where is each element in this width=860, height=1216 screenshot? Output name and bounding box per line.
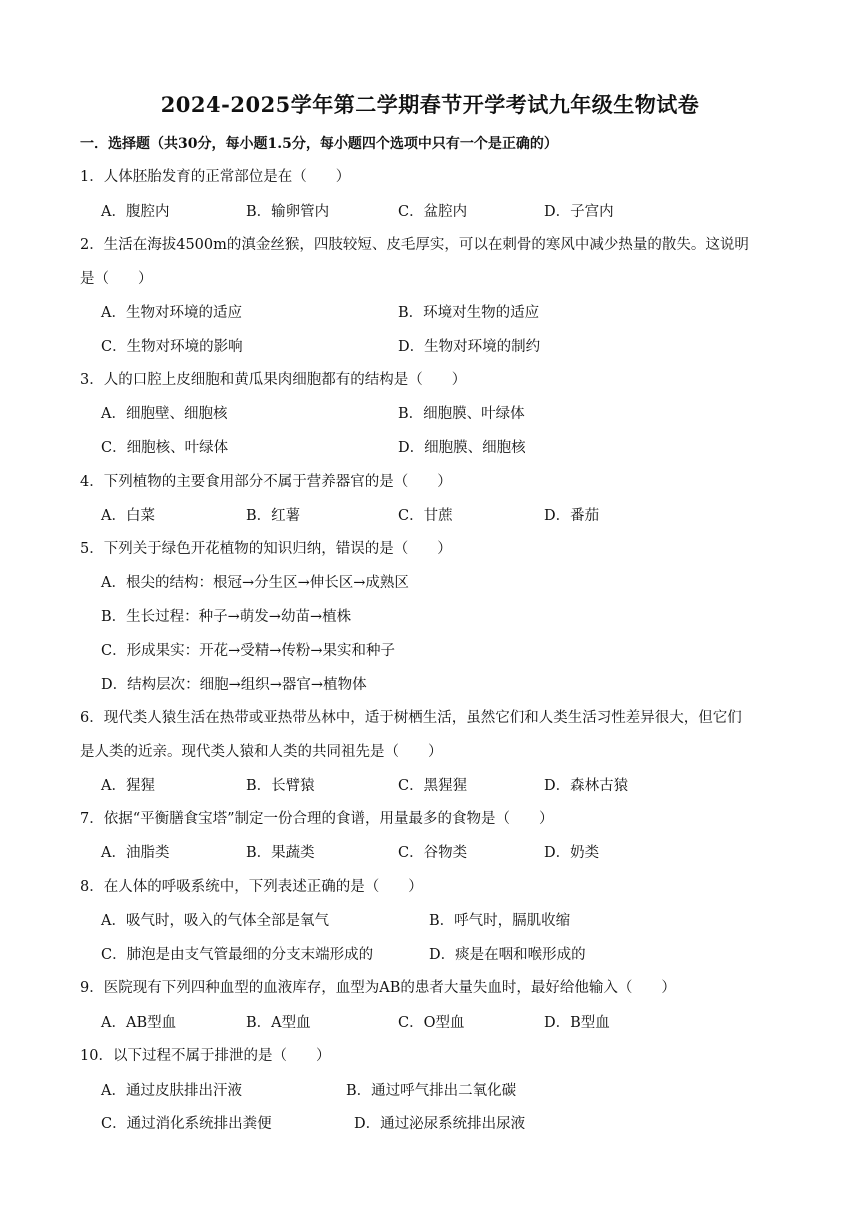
question-6-option-a: A．猩猩 [101,778,155,794]
question-9-option-c: C．O型血 [398,1015,465,1031]
question-9-option-a: A．AB型血 [101,1015,177,1031]
question-6-option-b: B．长臂猿 [246,778,315,794]
section-heading: 一．选择题（共30分，每小题1.5分，每小题四个选项中只有一个是正确的） [80,136,558,152]
question-5-option-a: A．根尖的结构：根冠→分生区→伸长区→成熟区 [101,575,409,591]
question-9-option-b: B．A型血 [246,1015,311,1031]
question-2-stem: 2．生活在海拔4500m的滇金丝猴，四肢较短、皮毛厚实，可以在刺骨的寒风中减少热量的散失。这说明 [80,237,749,253]
question-10-option-b: B．通过呼气排出二氧化碳 [346,1083,517,1099]
question-8-option-a: A．吸气时，吸入的气体全部是氧气 [101,913,329,929]
question-10-option-a: A．通过皮肤排出汗液 [101,1083,242,1099]
question-6-option-d: D．森林古猿 [544,778,629,794]
question-1-option-b: B．输卵管内 [246,204,330,220]
question-7-option-d: D．奶类 [544,845,600,861]
question-1-option-a: A．腹腔内 [101,204,170,220]
question-9-option-d: D．B型血 [544,1015,610,1031]
question-1-option-c: C．盆腔内 [398,204,468,220]
question-4-option-b: B．红薯 [246,508,301,524]
question-5-stem: 5．下列关于绿色开花植物的知识归纳，错误的是（ ） [80,541,452,557]
question-3-option-d: D．细胞膜、细胞核 [398,440,526,456]
question-3-option-c: C．细胞核、叶绿体 [101,440,229,456]
question-7-option-a: A．油脂类 [101,845,170,861]
question-7-option-b: B．果蔬类 [246,845,315,861]
question-3-option-b: B．细胞膜、叶绿体 [398,406,525,422]
question-8-option-d: D．痰是在咽和喉形成的 [429,947,586,963]
question-8-option-b: B．呼气时，膈肌收缩 [429,913,571,929]
question-7-stem: 7．依据“平衡膳食宝塔”制定一份合理的食谱，用量最多的食物是（ ） [80,811,554,827]
question-10-option-d: D．通过泌尿系统排出尿液 [354,1116,526,1132]
question-2-option-d: D．生物对环境的制约 [398,339,541,355]
question-6-stem-cont: 是人类的近亲。现代类人猿和人类的共同祖先是（ ） [80,744,443,760]
question-5-option-d: D．结构层次：细胞→组织→器官→植物体 [101,677,367,693]
question-9-stem: 9．医院现有下列四种血型的血液库存，血型为AB的患者大量失血时，最好给他输入（ ） [80,980,676,996]
question-2-option-b: B．环境对生物的适应 [398,305,540,321]
page-title: 2024-2025学年第二学期春节开学考试九年级生物试卷 [160,92,700,117]
question-5-option-c: C．形成果实：开花→受精→传粉→果实和种子 [101,643,396,659]
question-2-stem-cont: 是（ ） [80,271,153,287]
question-4-option-a: A．白菜 [101,508,155,524]
question-4-option-c: C．甘蔗 [398,508,453,524]
question-10-stem: 10．以下过程不属于排泄的是（ ） [80,1048,331,1064]
question-5-option-b: B．生长过程：种子→萌发→幼苗→植株 [101,609,352,625]
question-1-option-d: D．子宫内 [544,204,614,220]
question-6-stem: 6．现代类人猿生活在热带或亚热带丛林中，适于树栖生活，虽然它们和人类生活习性差异很大，但它们 [80,710,742,726]
question-4-option-d: D．番茄 [544,508,600,524]
question-2-option-a: A．生物对环境的适应 [101,305,242,321]
question-4-stem: 4．下列植物的主要食用部分不属于营养器官的是（ ） [80,474,452,490]
question-2-option-c: C．生物对环境的影响 [101,339,243,355]
question-8-stem: 8．在人体的呼吸系统中，下列表述正确的是（ ） [80,879,423,895]
question-7-option-c: C．谷物类 [398,845,468,861]
question-3-option-a: A．细胞壁、细胞核 [101,406,228,422]
question-8-option-c: C．肺泡是由支气管最细的分支末端形成的 [101,947,374,963]
question-3-stem: 3．人的口腔上皮细胞和黄瓜果肉细胞都有的结构是（ ） [80,372,467,388]
question-1-stem: 1．人体胚胎发育的正常部位是在（ ） [80,169,351,185]
question-10-option-c: C．通过消化系统排出粪便 [101,1116,272,1132]
question-6-option-c: C．黑猩猩 [398,778,468,794]
